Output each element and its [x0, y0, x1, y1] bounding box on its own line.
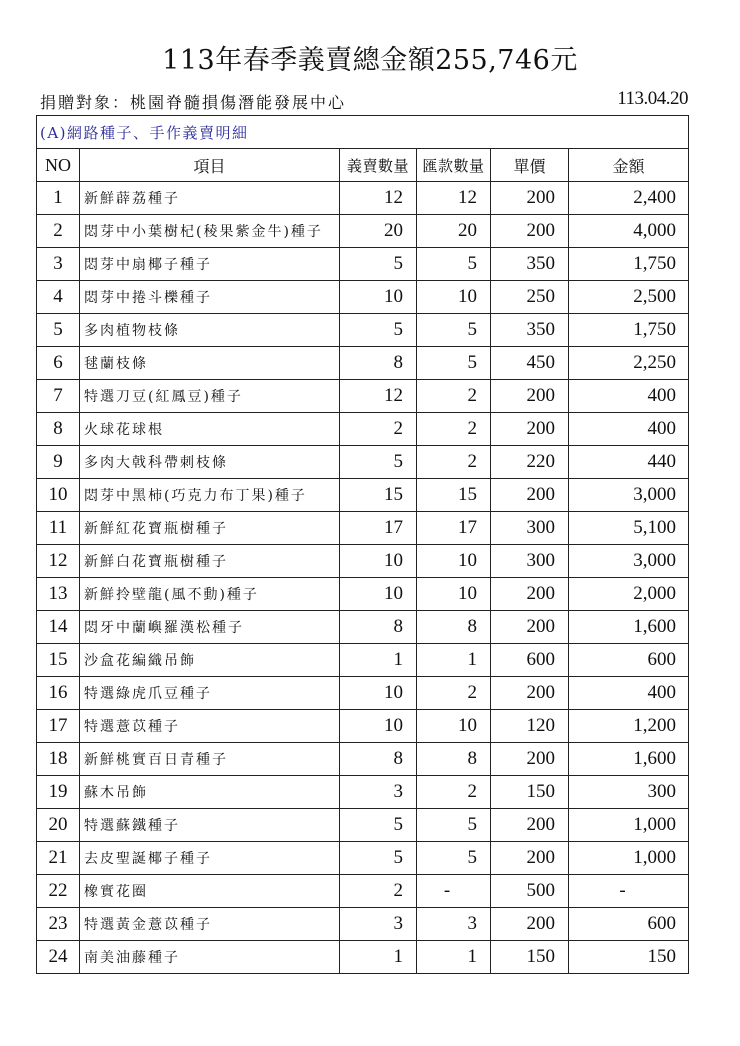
header-item: 項目	[80, 149, 340, 182]
unit-price: 600	[491, 644, 569, 677]
table-row	[37, 512, 689, 545]
remit-quantity: 17	[417, 512, 491, 545]
item-name: 蘇木吊飾	[80, 776, 340, 809]
item-name: 新鮮桃實百日青種子	[80, 743, 340, 776]
amount: 400	[569, 413, 689, 446]
item-name: 悶牙中蘭嶼羅漢松種子	[80, 611, 340, 644]
amount: 3,000	[569, 545, 689, 578]
item-name: 悶芽中扇椰子種子	[80, 248, 340, 281]
unit-price: 200	[491, 413, 569, 446]
remit-quantity: 2	[417, 677, 491, 710]
item-name: 特選黃金薏苡種子	[80, 908, 340, 941]
sale-quantity: 5	[340, 446, 417, 479]
table-row	[37, 677, 689, 710]
column-header-row	[37, 149, 689, 182]
remit-quantity: 2	[417, 380, 491, 413]
remit-quantity: 2	[417, 776, 491, 809]
amount: 1,000	[569, 809, 689, 842]
table-row	[37, 710, 689, 743]
remit-quantity: 8	[417, 611, 491, 644]
sale-quantity: 8	[340, 611, 417, 644]
subtitle-line	[40, 90, 688, 114]
amount: 600	[569, 908, 689, 941]
table-body	[37, 182, 689, 974]
table-row	[37, 347, 689, 380]
remit-quantity: 5	[417, 248, 491, 281]
unit-price: 300	[491, 545, 569, 578]
amount: 400	[569, 380, 689, 413]
header-unit-price: 單價	[491, 149, 569, 182]
remit-quantity: 5	[417, 347, 491, 380]
sale-quantity: 10	[340, 677, 417, 710]
remit-quantity: 8	[417, 743, 491, 776]
section-header-row	[37, 116, 689, 149]
sale-quantity: 5	[340, 314, 417, 347]
amount: 400	[569, 677, 689, 710]
table-row	[37, 314, 689, 347]
amount: 1,000	[569, 842, 689, 875]
remit-quantity: 5	[417, 809, 491, 842]
sales-detail-table	[36, 115, 689, 974]
amount: 3,000	[569, 479, 689, 512]
unit-price: 200	[491, 908, 569, 941]
row-number: 3	[37, 248, 80, 281]
unit-price: 300	[491, 512, 569, 545]
unit-price: 200	[491, 743, 569, 776]
item-name: 新鮮紅花寶瓶樹種子	[80, 512, 340, 545]
donation-recipient: 捐贈對象：桃園脊髓損傷潛能發展中心	[40, 93, 347, 112]
row-number: 8	[37, 413, 80, 446]
remit-quantity: 1	[417, 941, 491, 974]
row-number: 18	[37, 743, 80, 776]
table-row	[37, 776, 689, 809]
row-number: 1	[37, 182, 80, 215]
item-name: 毬蘭枝條	[80, 347, 340, 380]
table-row	[37, 743, 689, 776]
table-row	[37, 545, 689, 578]
remit-quantity: 10	[417, 578, 491, 611]
unit-price: 200	[491, 380, 569, 413]
amount: 150	[569, 941, 689, 974]
sale-quantity: 3	[340, 776, 417, 809]
sale-quantity: 2	[340, 413, 417, 446]
row-number: 14	[37, 611, 80, 644]
unit-price: 200	[491, 677, 569, 710]
unit-price: 200	[491, 578, 569, 611]
amount: -	[569, 875, 689, 908]
sale-quantity: 10	[340, 281, 417, 314]
sale-quantity: 10	[340, 545, 417, 578]
item-name: 去皮聖誕椰子種子	[80, 842, 340, 875]
amount: 4,000	[569, 215, 689, 248]
remit-quantity: 10	[417, 545, 491, 578]
item-name: 悶芽中黑柿(巧克力布丁果)種子	[80, 479, 340, 512]
table-row	[37, 611, 689, 644]
table-row	[37, 413, 689, 446]
amount: 600	[569, 644, 689, 677]
unit-price: 250	[491, 281, 569, 314]
unit-price: 220	[491, 446, 569, 479]
row-number: 21	[37, 842, 80, 875]
unit-price: 200	[491, 809, 569, 842]
row-number: 2	[37, 215, 80, 248]
amount: 2,500	[569, 281, 689, 314]
sale-quantity: 1	[340, 941, 417, 974]
table-row	[37, 182, 689, 215]
table-row	[37, 875, 689, 908]
item-name: 多肉植物枝條	[80, 314, 340, 347]
remit-quantity: 2	[417, 446, 491, 479]
sale-quantity: 20	[340, 215, 417, 248]
sale-quantity: 8	[340, 743, 417, 776]
sale-quantity: 10	[340, 578, 417, 611]
item-name: 特選薏苡種子	[80, 710, 340, 743]
unit-price: 150	[491, 941, 569, 974]
header-no: NO	[37, 149, 80, 182]
unit-price: 350	[491, 314, 569, 347]
row-number: 6	[37, 347, 80, 380]
row-number: 16	[37, 677, 80, 710]
row-number: 11	[37, 512, 80, 545]
row-number: 20	[37, 809, 80, 842]
item-name: 多肉大戟科帶刺枝條	[80, 446, 340, 479]
table-row	[37, 479, 689, 512]
sale-quantity: 10	[340, 710, 417, 743]
unit-price: 450	[491, 347, 569, 380]
unit-price: 500	[491, 875, 569, 908]
sale-quantity: 3	[340, 908, 417, 941]
amount: 300	[569, 776, 689, 809]
row-number: 23	[37, 908, 80, 941]
amount: 1,750	[569, 248, 689, 281]
amount: 1,750	[569, 314, 689, 347]
unit-price: 200	[491, 479, 569, 512]
remit-quantity: 10	[417, 710, 491, 743]
sale-quantity: 5	[340, 248, 417, 281]
remit-quantity: 5	[417, 314, 491, 347]
table-row	[37, 380, 689, 413]
table-row	[37, 842, 689, 875]
remit-quantity: 15	[417, 479, 491, 512]
unit-price: 200	[491, 182, 569, 215]
unit-price: 350	[491, 248, 569, 281]
table-row	[37, 446, 689, 479]
table-row	[37, 215, 689, 248]
remit-quantity: 12	[417, 182, 491, 215]
amount: 1,600	[569, 743, 689, 776]
row-number: 7	[37, 380, 80, 413]
unit-price: 200	[491, 842, 569, 875]
item-name: 悶芽中捲斗櫟種子	[80, 281, 340, 314]
item-name: 橡實花圈	[80, 875, 340, 908]
header-sale-qty: 義賣數量	[340, 149, 417, 182]
remit-quantity: 5	[417, 842, 491, 875]
sale-quantity: 5	[340, 809, 417, 842]
unit-price: 120	[491, 710, 569, 743]
amount: 2,250	[569, 347, 689, 380]
row-number: 9	[37, 446, 80, 479]
row-number: 4	[37, 281, 80, 314]
row-number: 12	[37, 545, 80, 578]
amount: 1,200	[569, 710, 689, 743]
table-row	[37, 809, 689, 842]
table-row	[37, 644, 689, 677]
table-row	[37, 908, 689, 941]
section-title: (A)網路種子、手作義賣明細	[37, 116, 689, 149]
amount: 2,400	[569, 182, 689, 215]
item-name: 特選刀豆(紅鳳豆)種子	[80, 380, 340, 413]
sale-quantity: 8	[340, 347, 417, 380]
sale-quantity: 12	[340, 380, 417, 413]
sale-quantity: 17	[340, 512, 417, 545]
item-name: 沙盒花編織吊飾	[80, 644, 340, 677]
row-number: 13	[37, 578, 80, 611]
remit-quantity: 10	[417, 281, 491, 314]
table-row	[37, 281, 689, 314]
item-name: 悶芽中小葉樹杞(稜果紫金牛)種子	[80, 215, 340, 248]
header-amount: 金額	[569, 149, 689, 182]
item-name: 特選蘇鐵種子	[80, 809, 340, 842]
row-number: 22	[37, 875, 80, 908]
unit-price: 150	[491, 776, 569, 809]
sale-quantity: 2	[340, 875, 417, 908]
item-name: 特選綠虎爪豆種子	[80, 677, 340, 710]
item-name: 新鮮白花寶瓶樹種子	[80, 545, 340, 578]
remit-quantity: 3	[417, 908, 491, 941]
table-row	[37, 578, 689, 611]
amount: 5,100	[569, 512, 689, 545]
row-number: 15	[37, 644, 80, 677]
sale-quantity: 5	[340, 842, 417, 875]
remit-quantity: -	[417, 875, 491, 908]
unit-price: 200	[491, 215, 569, 248]
amount: 1,600	[569, 611, 689, 644]
row-number: 17	[37, 710, 80, 743]
sale-quantity: 1	[340, 644, 417, 677]
sale-quantity: 15	[340, 479, 417, 512]
header-remit-qty: 匯款數量	[417, 149, 491, 182]
row-number: 24	[37, 941, 80, 974]
row-number: 5	[37, 314, 80, 347]
amount: 2,000	[569, 578, 689, 611]
row-number: 10	[37, 479, 80, 512]
unit-price: 200	[491, 611, 569, 644]
item-name: 火球花球根	[80, 413, 340, 446]
remit-quantity: 2	[417, 413, 491, 446]
table-row	[37, 248, 689, 281]
remit-quantity: 20	[417, 215, 491, 248]
document-title: 113年春季義賣總金額255,746元	[162, 45, 578, 76]
row-number: 19	[37, 776, 80, 809]
remit-quantity: 1	[417, 644, 491, 677]
item-name: 南美油藤種子	[80, 941, 340, 974]
table-row	[37, 941, 689, 974]
sale-quantity: 12	[340, 182, 417, 215]
item-name: 新鮮薜荔種子	[80, 182, 340, 215]
amount: 440	[569, 446, 689, 479]
document-date: 113.04.20	[617, 88, 688, 109]
item-name: 新鮮拎壁龍(風不動)種子	[80, 578, 340, 611]
